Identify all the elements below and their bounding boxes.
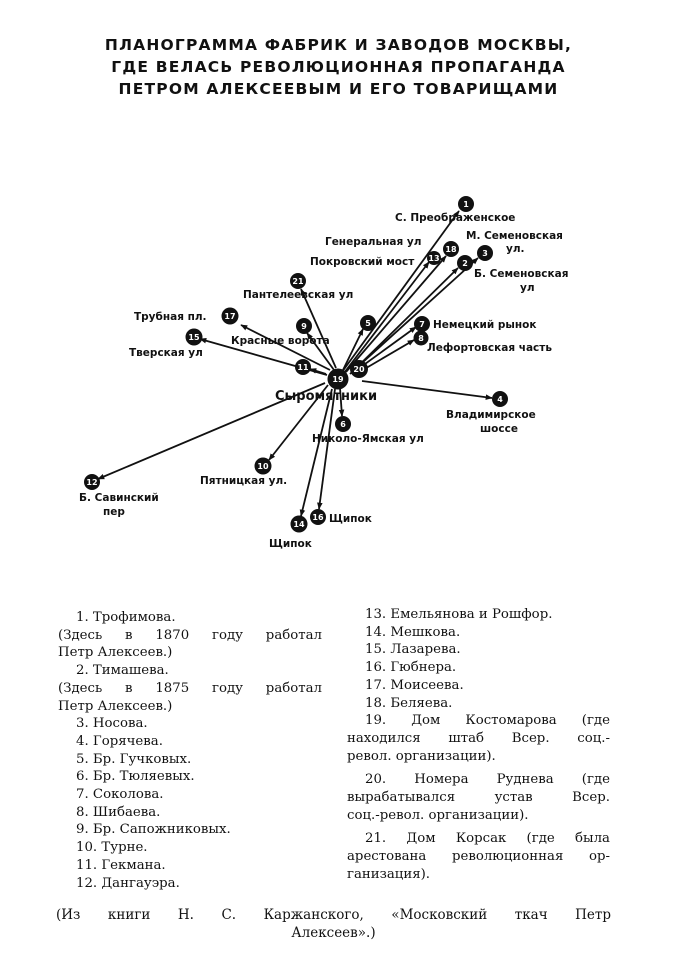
svg-text:15: 15 bbox=[188, 333, 200, 342]
legend-item-1: 1. Трофимова. bbox=[76, 610, 176, 625]
svg-text:10: 10 bbox=[257, 462, 269, 471]
node-2 bbox=[457, 255, 473, 271]
node-16 bbox=[310, 509, 326, 525]
place-labels bbox=[79, 212, 568, 550]
label-savvinsky-2: пер bbox=[103, 506, 125, 518]
legend-item-21-line-2: арестована революционная ор- bbox=[347, 849, 610, 865]
legend-item-19-line-3: револ. организации). bbox=[347, 748, 496, 764]
node-18 bbox=[443, 241, 459, 257]
node-3 bbox=[477, 245, 493, 261]
svg-text:14: 14 bbox=[293, 520, 305, 529]
legend-item-9: 9. Бр. Сапожниковых. bbox=[76, 822, 231, 838]
legend-item-12: 12. Дангауэра. bbox=[76, 875, 180, 891]
legend-item-1-note: (Здесь в 1870 году работал bbox=[58, 627, 322, 643]
label-panteleevskaya: Пантелеевская ул bbox=[243, 289, 354, 301]
citation-line-1: (Из книги Н. С. Каржанского, «Московский ткач Петр bbox=[56, 907, 611, 923]
legend-item-19-line-2: находился штаб Всер. соц.- bbox=[347, 730, 610, 746]
arrow-to-4 bbox=[362, 381, 492, 398]
svg-text:3: 3 bbox=[482, 249, 488, 258]
node-20-num: 20 bbox=[353, 365, 365, 374]
label-pokrovsky: Покровский мост bbox=[310, 256, 415, 268]
title-line-3: ПЕТРОМ АЛЕКСЕЕВЫМ И ЕГО ТОВАРИЩАМИ bbox=[118, 80, 559, 98]
svg-text:5: 5 bbox=[365, 319, 371, 328]
legend-item-20: 20. Номера Руднева (где bbox=[365, 772, 610, 788]
legend-item-15: 15. Лазарева. bbox=[365, 642, 461, 658]
node-5 bbox=[360, 315, 376, 331]
label-m-semenovskaya: М. Семеновская bbox=[466, 230, 563, 242]
legend-item-13: 13. Емельянова и Рошфор. bbox=[365, 607, 553, 622]
node-15 bbox=[186, 329, 203, 346]
node-11 bbox=[295, 359, 311, 375]
label-b-semenovskaya: Б. Семеновская bbox=[474, 268, 569, 280]
label-shchipok-left: Щипок bbox=[269, 538, 312, 550]
legend-item-18: 18. Беляева. bbox=[365, 695, 453, 711]
label-vladimirskoe-2: шоссе bbox=[480, 423, 518, 435]
svg-text:12: 12 bbox=[86, 478, 98, 487]
svg-text:7: 7 bbox=[419, 320, 425, 329]
legend-item-21-line-3: ганизация). bbox=[347, 866, 431, 882]
label-syromyatniki: Сыромятники bbox=[275, 389, 378, 404]
label-tverskaya: Тверская ул bbox=[129, 347, 203, 359]
legend-item-2: 2. Тимашева. bbox=[76, 663, 169, 679]
svg-text:2: 2 bbox=[462, 259, 468, 268]
legend-item-5: 5. Бр. Гучковых. bbox=[76, 751, 192, 767]
svg-text:4: 4 bbox=[497, 395, 503, 404]
legend-item-1-note-2: Петр Алексеев.) bbox=[58, 645, 173, 661]
legend-item-8: 8. Шибаева. bbox=[76, 804, 161, 820]
node-9 bbox=[296, 318, 312, 334]
legend-item-21: 21. Дом Корсак (где была bbox=[365, 831, 610, 847]
title-line-1: ПЛАНОГРАММА ФАБРИК И ЗАВОДОВ МОСКВЫ, bbox=[104, 36, 573, 54]
label-trubnaya: Трубная пл. bbox=[134, 311, 207, 323]
arrow-to-18 bbox=[346, 256, 446, 372]
label-lefortovo: Лефортовская часть bbox=[427, 342, 553, 354]
node-1 bbox=[458, 196, 474, 212]
svg-text:11: 11 bbox=[297, 363, 309, 372]
node-17 bbox=[222, 308, 239, 325]
svg-text:9: 9 bbox=[301, 322, 307, 331]
label-savvinsky: Б. Савинский bbox=[79, 492, 159, 504]
label-vladimirskoe: Владимирское bbox=[446, 409, 536, 421]
legend-item-14: 14. Мешкова. bbox=[365, 624, 461, 640]
label-nikolo-yamskaya: Николо-Ямская ул bbox=[312, 433, 424, 445]
node-12 bbox=[84, 474, 100, 490]
svg-text:17: 17 bbox=[224, 312, 236, 321]
arrow-to-3 bbox=[352, 258, 478, 372]
svg-text:21: 21 bbox=[292, 277, 304, 286]
svg-text:13: 13 bbox=[428, 254, 440, 263]
legend-item-17: 17. Моисеева. bbox=[365, 677, 464, 693]
node-7 bbox=[414, 316, 430, 332]
source-citation bbox=[56, 906, 611, 942]
svg-text:16: 16 bbox=[312, 513, 324, 522]
label-preobrazhenskoe: С. Преображенское bbox=[395, 212, 516, 224]
citation-line-2: Алексеев».) bbox=[291, 925, 376, 941]
svg-text:6: 6 bbox=[340, 420, 346, 429]
numbered-nodes bbox=[84, 196, 508, 533]
legend-item-6: 6. Бр. Тюляевых. bbox=[76, 769, 195, 785]
label-shchipok-right: Щипок bbox=[329, 513, 372, 525]
label-nemetsky: Немецкий рынок bbox=[433, 319, 537, 331]
node-4 bbox=[492, 391, 508, 407]
node-13 bbox=[427, 251, 441, 265]
legend-item-2-note-2: Петр Алексеев.) bbox=[58, 698, 173, 714]
label-m-semenovskaya-2: ул. bbox=[506, 243, 525, 255]
legend-item-20-line-2: вырабатывался устав Всер. bbox=[347, 790, 610, 806]
legend-item-10: 10. Турне. bbox=[76, 840, 148, 856]
svg-text:18: 18 bbox=[445, 245, 457, 254]
legend-item-19: 19. Дом Костомарова (где bbox=[365, 713, 610, 729]
label-b-semenovskaya-2: ул bbox=[520, 282, 535, 294]
legend-item-11: 11. Гекмана. bbox=[76, 857, 166, 873]
node-6 bbox=[335, 416, 351, 432]
svg-text:8: 8 bbox=[418, 334, 424, 343]
node-14 bbox=[291, 516, 308, 533]
legend-column-left bbox=[58, 609, 322, 892]
legend-column-right bbox=[347, 606, 610, 884]
label-pyatnitskaya: Пятницкая ул. bbox=[200, 475, 288, 487]
svg-text:1: 1 bbox=[463, 200, 469, 209]
legend-item-3: 3. Носова. bbox=[76, 716, 148, 732]
title-line-2: ГДЕ ВЕЛАСЬ РЕВОЛЮЦИОННАЯ ПРОПАГАНДА bbox=[111, 58, 566, 76]
node-10 bbox=[255, 458, 272, 475]
legend-item-2-note: (Здесь в 1875 году работал bbox=[58, 680, 322, 696]
legend-item-7: 7. Соколова. bbox=[76, 787, 164, 803]
legend-item-20-line-3: соц.-револ. организации). bbox=[347, 807, 529, 823]
legend-item-16: 16. Гюбнера. bbox=[365, 660, 457, 676]
legend-item-4: 4. Горячева. bbox=[76, 733, 163, 749]
label-generalnaya: Генеральная ул bbox=[325, 236, 422, 248]
node-19-num: 19 bbox=[332, 375, 344, 384]
node-21 bbox=[290, 273, 306, 289]
label-krasnye-vorota: Красные ворота bbox=[231, 335, 330, 347]
